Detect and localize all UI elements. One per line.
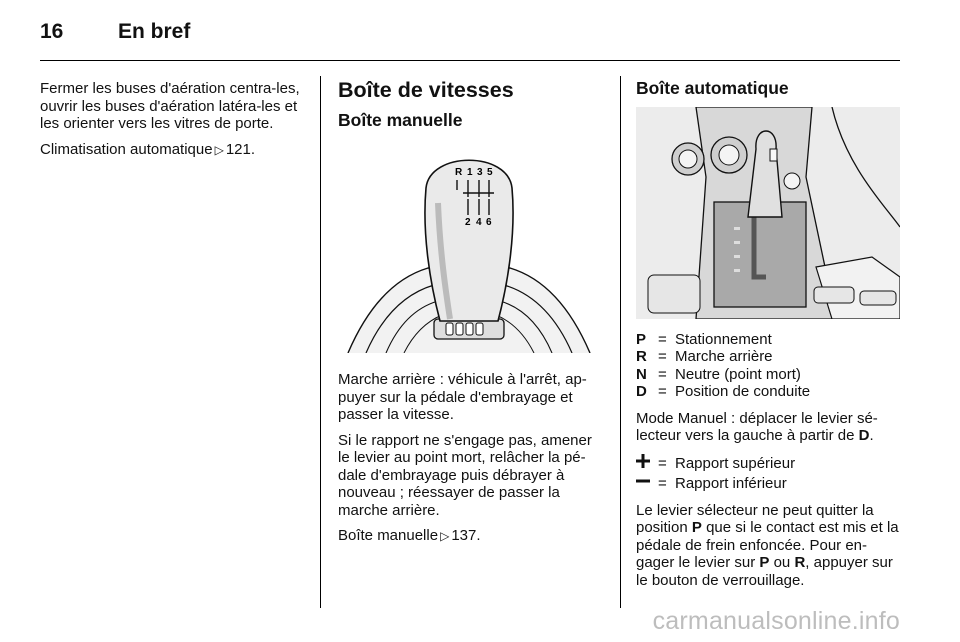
manual-mode-paragraph: Mode Manuel : déplacer le levier sé-lecteur vers la gauche à partir de D. [636, 409, 878, 444]
legend-row-upshift: = Rapport supérieur [636, 453, 902, 473]
legend-row-r: R = Marche arrière [636, 348, 773, 365]
manual-gearbox-heading: Boîte manuelle [338, 109, 463, 130]
plus-icon [636, 453, 658, 470]
manual-ref-text: Boîte manuelle [338, 527, 439, 544]
knob-label-r: R [455, 167, 463, 178]
section-heading: Boîte de vitesses [338, 78, 514, 102]
reference-arrow-icon: ▷ [214, 142, 224, 157]
column-right [636, 80, 902, 597]
selector-position-legend [636, 331, 902, 401]
page-number: 16 [40, 20, 64, 43]
knob-label-2: 2 [465, 217, 471, 228]
watermark: carmanualsonline.info [652, 607, 900, 635]
gear-engage-paragraph: Si le rapport ne s'engage pas, amener le levier au point mort, relâcher la pé-dale d'embrayage puis débrayer à nouveau ; réessayer de passer la marche arrière. [338, 431, 592, 519]
column-left [40, 80, 312, 167]
automatic-gearbox-heading: Boîte automatique [636, 78, 789, 98]
reference-arrow-icon: ▷ [440, 529, 450, 543]
automatic-selector-illustration [636, 107, 900, 319]
climate-ref-page: 121. [225, 140, 256, 158]
legend-row-downshift: = Rapport inférieur [636, 473, 902, 493]
knob-label-4: 4 [476, 217, 482, 228]
manual-ref-page: 137. [451, 527, 481, 544]
knob-label-6: 6 [486, 217, 492, 228]
climate-reference [40, 141, 312, 160]
knob-label-1: 1 [467, 167, 473, 178]
header-rule [40, 60, 900, 61]
legend-row-p: P = Stationnement [636, 330, 772, 348]
minus-icon [636, 473, 658, 490]
column-divider-2 [620, 76, 621, 608]
column-divider-1 [320, 76, 321, 608]
selector-release-paragraph: Le levier sélecteur ne peut quitter la position P que si le contact est mis et la pédale de frein enfoncée. Pour en-gager le levier sur P ou R, appuyer sur le bouton de verrouillage. [636, 501, 899, 589]
knob-label-3: 3 [477, 167, 483, 178]
legend-row-n: N = Neutre (point mort) [636, 365, 801, 383]
reverse-gear-paragraph: Marche arrière : véhicule à l'arrêt, ap-puyer sur la pédale d'embrayage et passer la vitesse. [338, 371, 587, 423]
manual-reference [338, 527, 604, 546]
shift-legend [636, 453, 902, 493]
knob-label-5: 5 [487, 167, 493, 178]
air-vent-paragraph: Fermer les buses d'aération centra-les, ouvrir les buses d'aération latéra-les et les orienter vers les vitres de porte. [40, 80, 300, 132]
gear-knob-illustration [338, 143, 600, 353]
legend-row-d: D = Position de conduite [636, 383, 811, 400]
column-middle [338, 80, 604, 554]
climate-ref-text: Climatisation automatique [40, 140, 213, 158]
page-title: En bref [118, 20, 191, 43]
